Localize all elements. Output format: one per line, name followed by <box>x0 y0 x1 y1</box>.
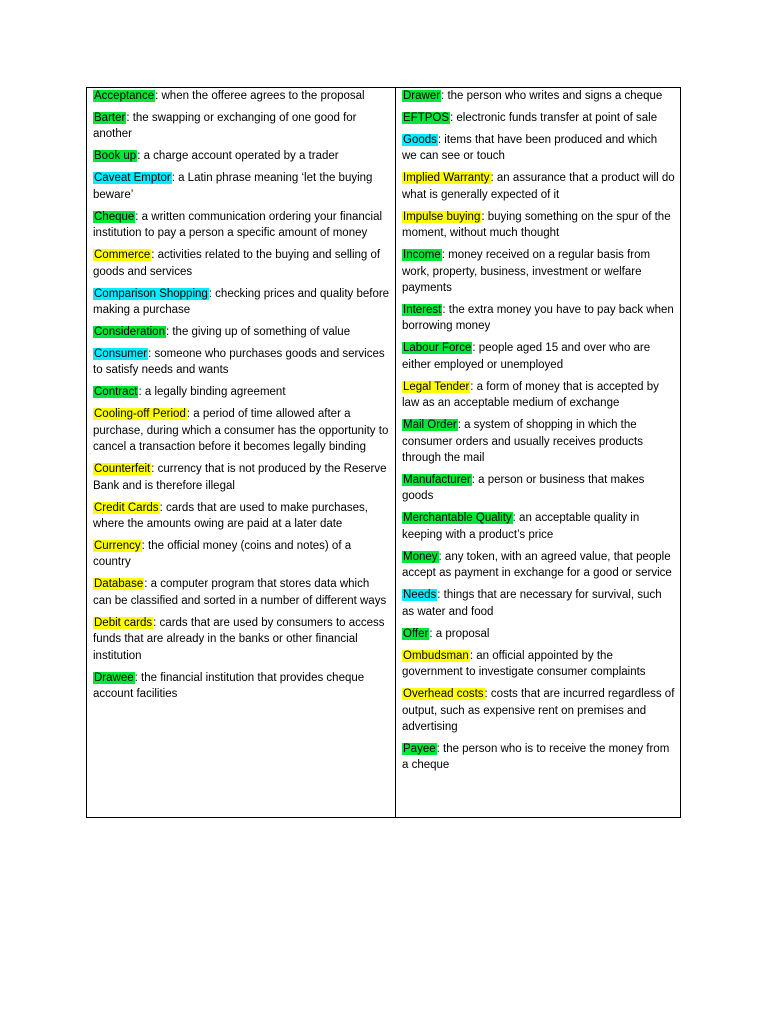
glossary-term: Comparison Shopping <box>94 287 208 300</box>
glossary-definition: : cards that are used to make purchases, where the amounts owing are paid at a later date <box>93 501 368 531</box>
glossary-definition: : any token, with an agreed value, that people accept as payment in exchange for a good or service <box>402 550 672 580</box>
glossary-term: Book up <box>94 150 137 163</box>
glossary-term: Drawee <box>94 671 134 684</box>
glossary-row <box>87 88 681 818</box>
glossary-definition: : people aged 15 and over who are either employed or unemployed <box>402 342 651 371</box>
glossary-definition: : checking prices and quality before making a purchase <box>93 287 390 317</box>
glossary-entry <box>93 461 390 494</box>
glossary-definition: : an assurance that a product will do what is generally expected of it <box>402 172 675 201</box>
glossary-term: Counterfeit <box>94 463 151 476</box>
glossary-entry <box>93 538 390 571</box>
glossary-definition: : a legally binding agreement <box>138 386 286 399</box>
glossary-definition: : a Latin phrase meaning ‘let the buying beware’ <box>93 172 373 201</box>
glossary-definition: : the financial institution that provides cheque account facilities <box>93 671 365 701</box>
glossary-definition: : a form of money that is accepted by law as an acceptable medium of exchange <box>402 380 659 410</box>
glossary-entry <box>402 170 675 203</box>
glossary-term: Overhead costs <box>403 688 484 701</box>
glossary-term: Currency <box>94 540 141 553</box>
glossary-definition: : currency that is not produced by the Reserve Bank and is therefore illegal <box>93 463 387 492</box>
glossary-term: Debit cards <box>94 616 153 629</box>
glossary-term: Goods <box>403 134 437 146</box>
glossary-definition: : the official money (coins and notes) of a country <box>93 540 352 569</box>
glossary-entry <box>93 170 390 203</box>
glossary-term: Legal Tender <box>403 380 470 393</box>
glossary-definition: : activities related to the buying and selling of goods and services <box>93 249 381 278</box>
glossary-definition: : the person who is to receive the money from a cheque <box>402 742 670 772</box>
glossary-entry <box>402 741 675 774</box>
glossary-term: Database <box>94 578 144 591</box>
glossary-entry <box>93 247 390 280</box>
glossary-term: Payee <box>403 742 436 755</box>
glossary-definition: : electronic funds transfer at point of sale <box>450 112 658 124</box>
glossary-term: EFTPOS <box>403 112 450 124</box>
glossary-definition: : money received on a regular basis from work, property, business, investment or welfare payments <box>402 249 651 295</box>
glossary-definition: : a period of time allowed after a purchase, during which a consumer has the opportunity to cancel a transaction before it becomes legally binding <box>93 408 389 454</box>
glossary-definition: : costs that are incurred regardless of output, such as expensive rent on premises and advertising <box>402 688 675 733</box>
glossary-definition: : the giving up of something of value <box>165 326 351 339</box>
glossary-entry <box>402 587 675 620</box>
glossary-entry <box>93 670 390 703</box>
glossary-definition: : an official appointed by the government to investigate consumer complaints <box>402 649 646 679</box>
glossary-definition: : someone who purchases goods and services to satisfy needs and wants <box>93 348 385 377</box>
glossary-term: Impulse buying <box>403 210 481 223</box>
glossary-definition: : buying something on the spur of the moment, without much thought <box>402 210 671 240</box>
glossary-entry <box>402 626 675 642</box>
glossary-entry <box>402 472 675 505</box>
glossary-entry <box>402 340 675 373</box>
glossary-term: Consideration <box>94 326 165 339</box>
glossary-term: Manufacturer <box>403 474 471 487</box>
glossary-definition: : a written communication ordering your financial institution to pay a person a specific amount of money <box>93 210 383 240</box>
glossary-definition: : a person or business that makes goods <box>402 474 645 503</box>
glossary-entry <box>402 686 675 735</box>
glossary-term: Money <box>403 550 438 563</box>
glossary-term: Contract <box>94 386 138 399</box>
glossary-entry <box>402 88 675 104</box>
glossary-entry <box>402 132 675 165</box>
glossary-entry <box>402 379 675 412</box>
glossary-entry <box>93 110 390 143</box>
glossary-definition: : a computer program that stores data which can be classified and sorted in a number of different ways <box>93 578 387 607</box>
glossary-term: Credit Cards <box>94 501 159 514</box>
glossary-term: Offer <box>403 627 429 640</box>
glossary-term: Barter <box>94 112 126 124</box>
glossary-entry <box>402 302 675 335</box>
glossary-definition: : the person who writes and signs a cheque <box>441 90 663 102</box>
glossary-definition: : an acceptable quality in keeping with a product’s price <box>402 512 640 541</box>
glossary-definition: : a proposal <box>429 627 490 640</box>
glossary-term: Income <box>403 249 441 262</box>
glossary-term: Ombudsman <box>403 649 469 662</box>
glossary-term: Cooling-off Period <box>94 408 186 421</box>
glossary-entry <box>93 148 390 164</box>
glossary-entry <box>93 209 390 242</box>
glossary-column-left <box>87 88 396 818</box>
glossary-entry <box>93 324 390 340</box>
glossary-term: Consumer <box>94 348 148 361</box>
glossary-term: Cheque <box>94 210 135 223</box>
glossary-definition: : cards that are used by consumers to access funds that are already in the banks or other financial institution <box>93 616 385 662</box>
glossary-table <box>86 87 681 818</box>
glossary-entry <box>93 384 390 400</box>
glossary-definition: : things that are necessary for survival, such as water and food <box>402 589 662 618</box>
glossary-entry <box>93 406 390 455</box>
glossary-column-right <box>396 88 681 818</box>
glossary-entry <box>402 417 675 466</box>
glossary-entry <box>93 346 390 379</box>
glossary-term: Needs <box>403 589 437 602</box>
glossary-entry <box>402 648 675 681</box>
glossary-term: Commerce <box>94 249 151 262</box>
glossary-entry <box>402 510 675 543</box>
glossary-entry <box>93 286 390 319</box>
glossary-term: Acceptance <box>94 90 155 102</box>
glossary-entry <box>402 549 675 582</box>
glossary-entry <box>402 247 675 296</box>
glossary-entry <box>402 209 675 242</box>
glossary-term: Implied Warranty <box>403 172 490 185</box>
glossary-term: Drawer <box>403 90 441 102</box>
glossary-definition: : a system of shopping in which the consumer orders and usually receives products through the mail <box>402 419 643 465</box>
glossary-definition: : the extra money you have to pay back when borrowing money <box>402 304 674 333</box>
glossary-term: Caveat Emptor <box>94 172 171 185</box>
glossary-term: Interest <box>403 304 442 317</box>
glossary-term: Labour Force <box>403 342 472 355</box>
glossary-entry <box>402 110 675 126</box>
glossary-definition: : when the offeree agrees to the proposal <box>155 90 365 102</box>
glossary-definition: : a charge account operated by a trader <box>137 150 339 163</box>
glossary-entry <box>93 500 390 533</box>
glossary-entry <box>93 576 390 609</box>
glossary-term: Merchantable Quality <box>403 512 512 525</box>
glossary-term: Mail Order <box>403 419 457 432</box>
glossary-definition: : the swapping or exchanging of one good for another <box>93 112 357 141</box>
glossary-entry <box>93 88 390 104</box>
glossary-definition: : items that have been produced and which we can see or touch <box>402 134 658 163</box>
glossary-entry <box>93 615 390 664</box>
